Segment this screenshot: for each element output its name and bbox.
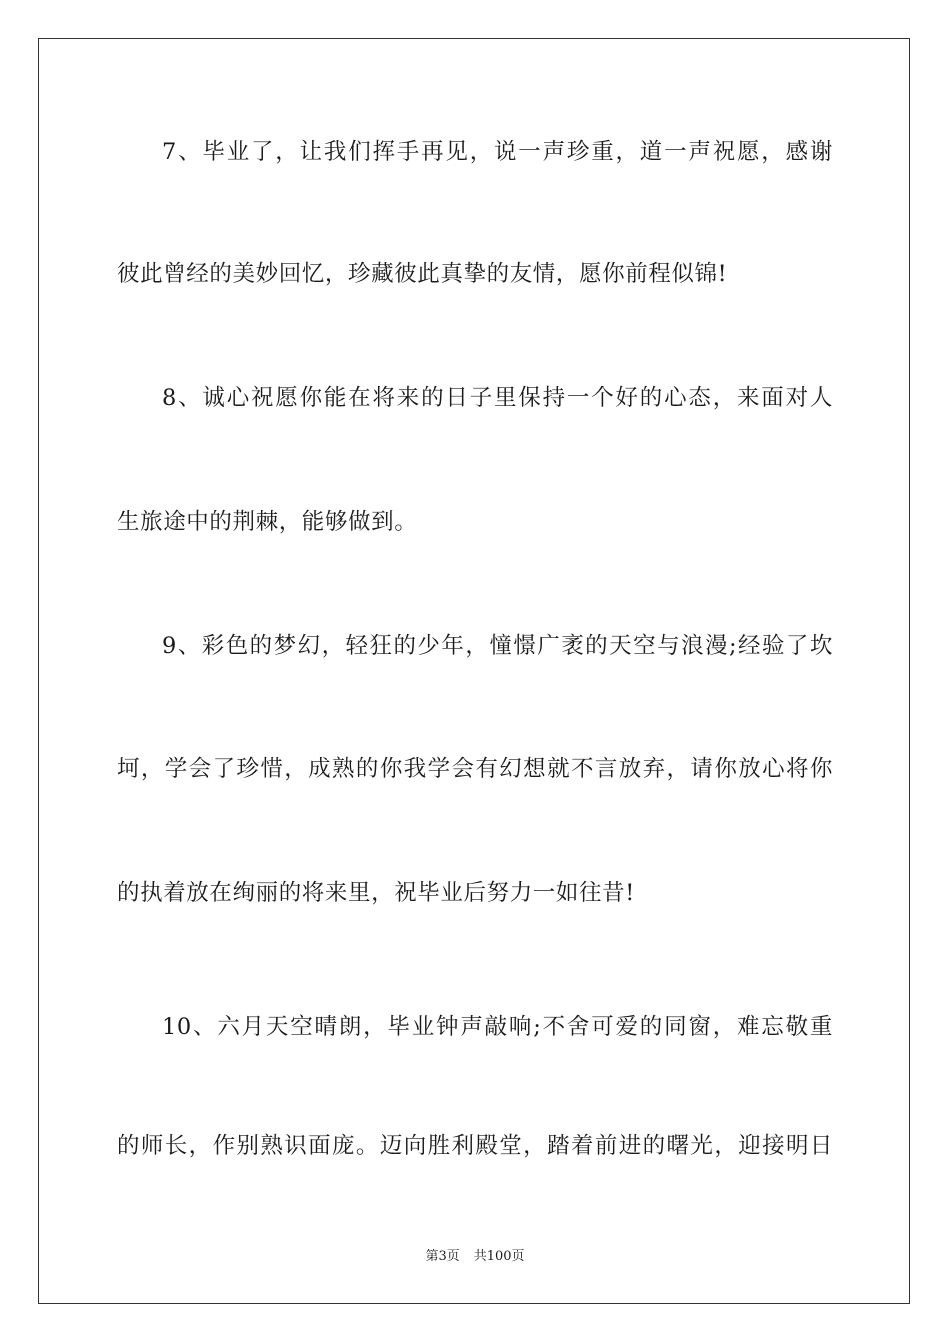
page-border <box>38 38 910 1304</box>
paragraph-10-line-1: 10、六月天空晴朗，毕业钟声敲响;不舍可爱的同窗，难忘敬重 <box>162 1014 833 1040</box>
paragraph-8-line-1: 8、诚心祝愿你能在将来的日子里保持一个好的心态，来面对人 <box>162 385 833 411</box>
paragraph-8-line-2: 生旅途中的荆棘，能够做到。 <box>117 509 418 535</box>
paragraph-9-line-2: 坷，学会了珍惜，成熟的你我学会有幻想就不言放弃，请你放心将你 <box>117 756 833 782</box>
paragraph-7-line-1: 7、毕业了，让我们挥手再见，说一声珍重，道一声祝愿，感谢 <box>162 139 833 165</box>
page-footer <box>0 1245 950 1264</box>
paragraph-7-line-2: 彼此曾经的美妙回忆，珍藏彼此真挚的友情，愿你前程似锦! <box>117 261 728 287</box>
page-number: 第3页 <box>425 1249 460 1264</box>
paragraph-9-line-1: 9、彩色的梦幻，轻狂的少年，憧憬广袤的天空与浪漫;经验了坎 <box>162 633 833 659</box>
page-total: 共100页 <box>473 1249 525 1264</box>
paragraph-10-line-2: 的师长，作别熟识面庞。迈向胜利殿堂，踏着前进的曙光，迎接明日 <box>117 1133 833 1159</box>
paragraph-9-line-3: 的执着放在绚丽的将来里，祝毕业后努力一如往昔! <box>117 880 635 906</box>
